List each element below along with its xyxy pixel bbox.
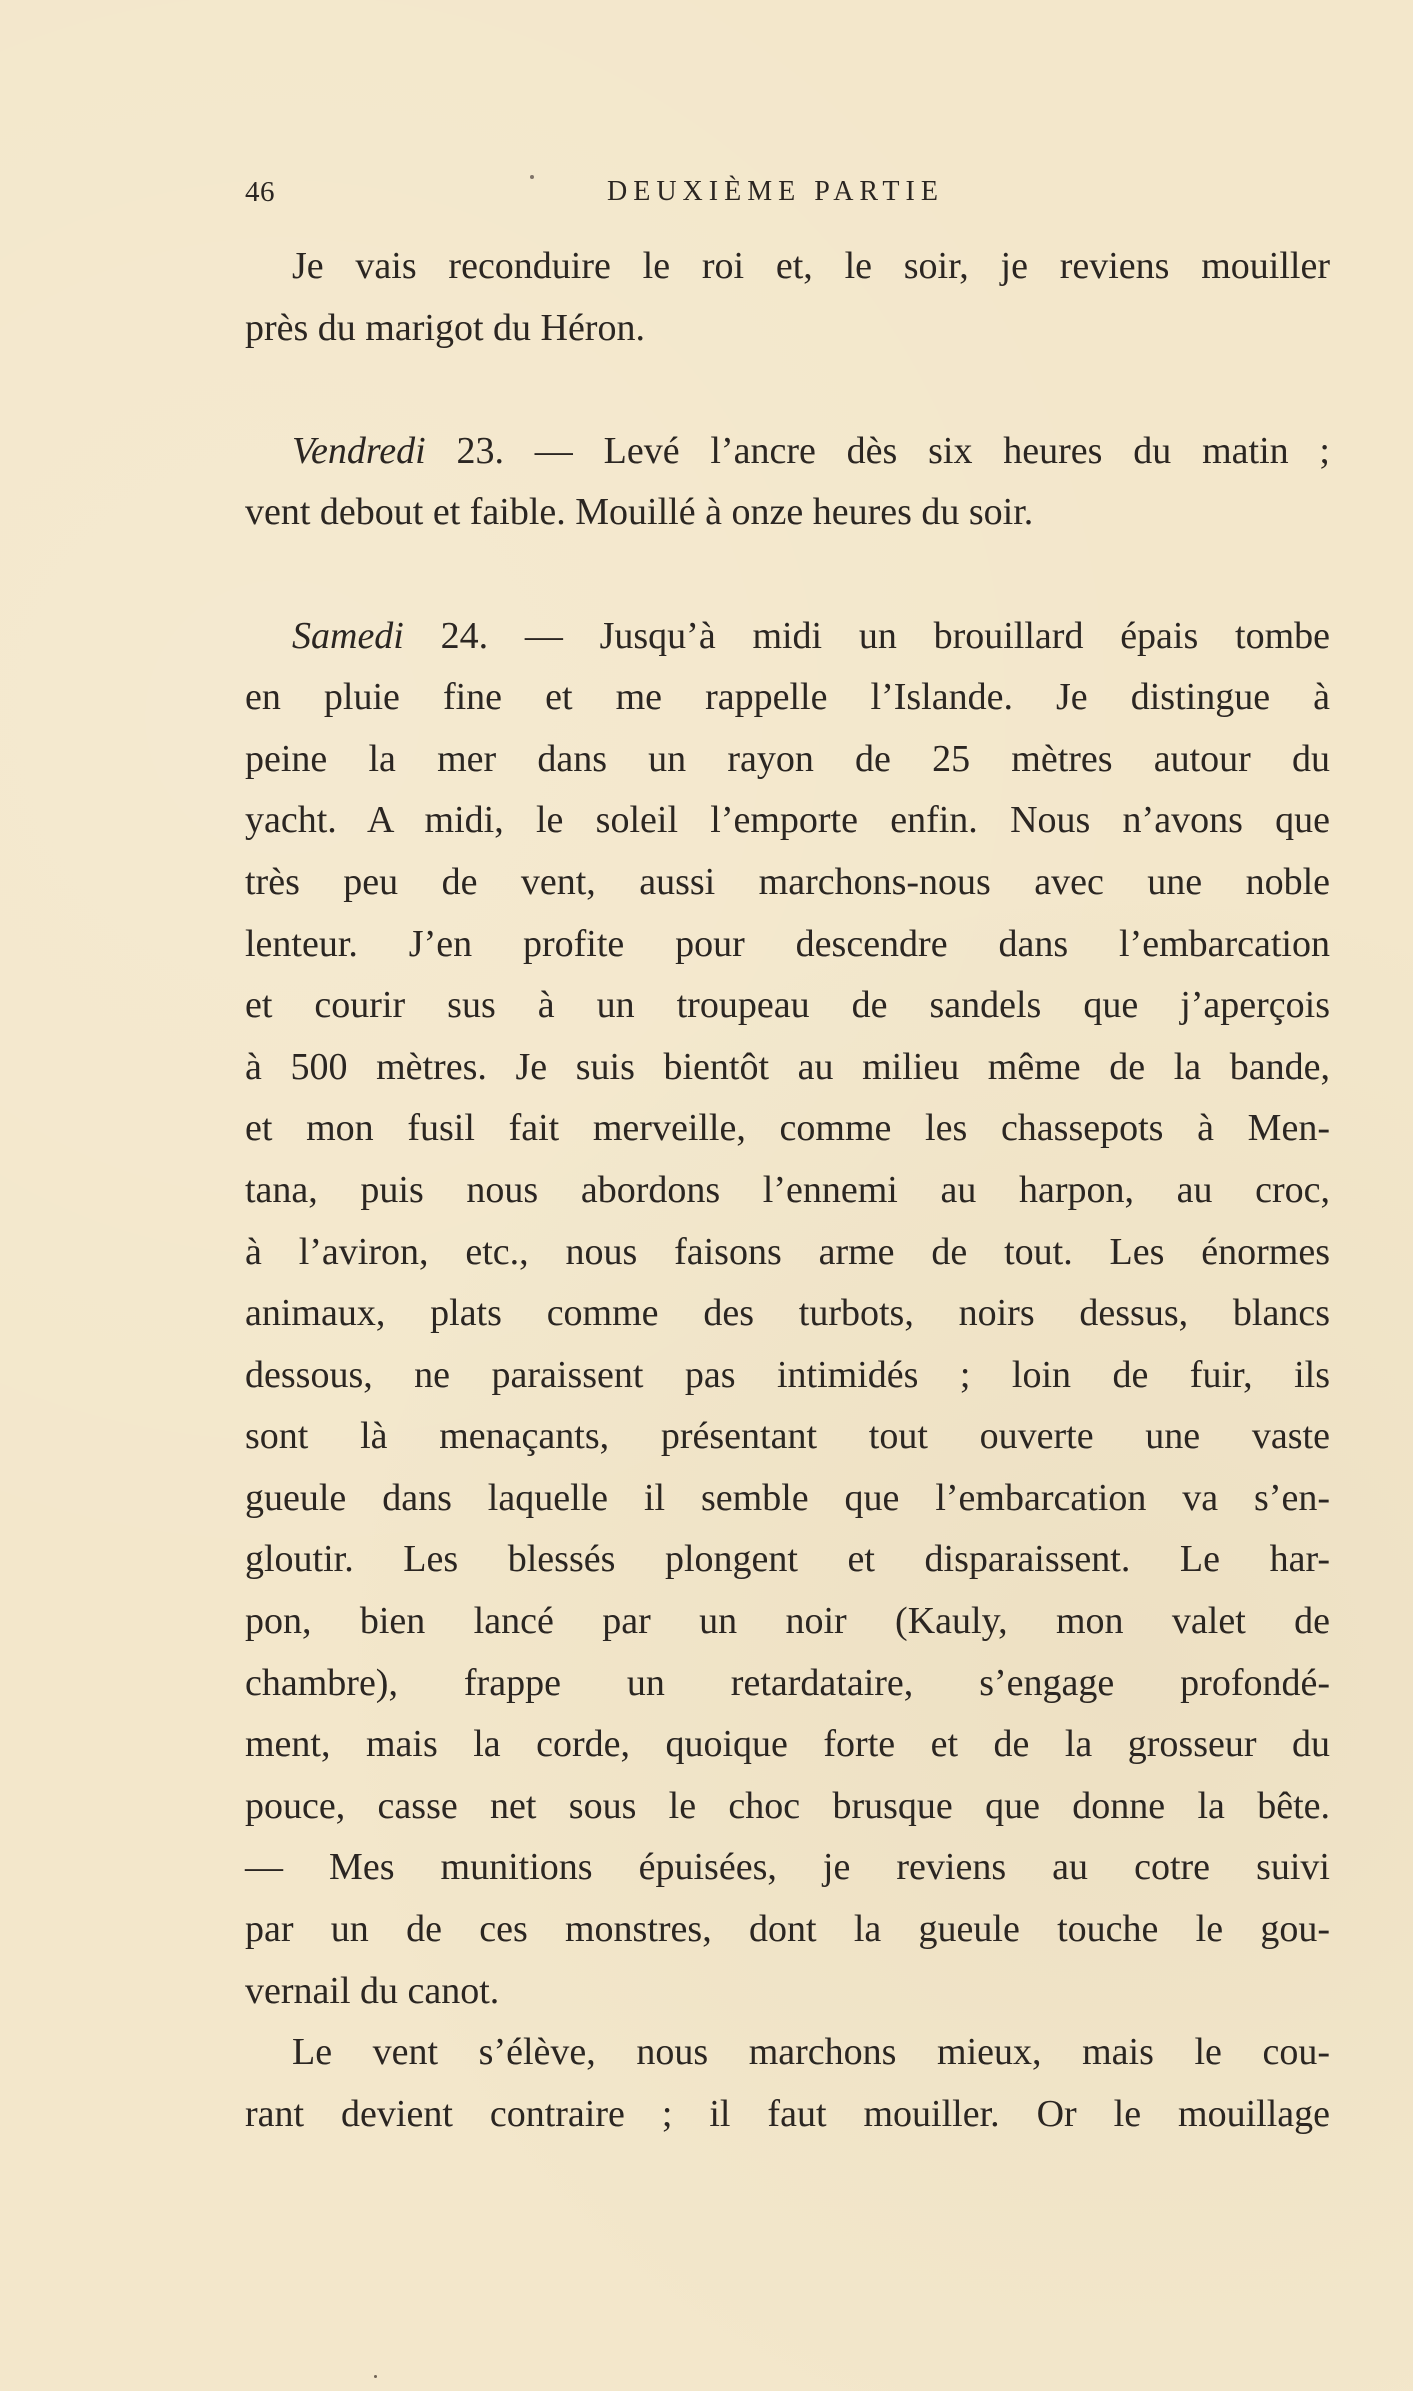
print-speck-mark [374, 2375, 377, 2378]
text-line-14: à 500 mètres. Je suis bientôt au milieu même de la bande, [245, 1045, 1330, 1088]
body-text [245, 236, 1330, 2145]
text-line-21: gueule dans laquelle il semble que l’embarcation va s’en- [245, 1476, 1330, 1519]
page-number: 46 [245, 176, 275, 208]
text-line-18: animaux, plats comme des turbots, noirs dessus, blancs [245, 1292, 1330, 1335]
text-line-12: lenteur. J’en profite pour descendre dans l’embarcation [245, 922, 1330, 965]
entry-day-samedi: Samedi [292, 614, 404, 657]
entry-day-vendredi: Vendredi [292, 429, 426, 472]
text-line-24: chambre), frappe un retardataire, s’engage profondé- [245, 1661, 1330, 1704]
running-head: DEUXIÈME PARTIE [607, 176, 944, 207]
text-line-17: à l’aviron, etc., nous faisons arme de tout. Les énormes [245, 1230, 1330, 1273]
text-line-29: vernail du canot. [245, 1969, 500, 2012]
text-line-15: et mon fusil fait merveille, comme les chassepots à Men- [245, 1107, 1330, 1150]
text-line-22: gloutir. Les blessés plongent et disparaissent. Le har- [245, 1538, 1330, 1581]
text-line-9: peine la mer dans un rayon de 25 mètres autour du [245, 737, 1330, 780]
paragraph-spacer [245, 544, 1330, 606]
text-line-1: Je vais reconduire le roi et, le soir, je reviens mouiller [292, 245, 1330, 287]
text-line-7 [245, 606, 1330, 668]
text-line-27: — Mes munitions épuisées, je reviens au cotre suivi [245, 1846, 1330, 1889]
entry-vendredi-rest: 23. — Levé l’ancre dès six heures du matin ; [425, 429, 1330, 472]
text-line-20: sont là menaçants, présentant tout ouverte une vaste [245, 1415, 1330, 1458]
text-line-28: par un de ces monstres, dont la gueule touche le gou- [245, 1908, 1330, 1951]
text-line-2: près du marigot du Héron. [245, 306, 645, 349]
text-line-30: Le vent s’élève, nous marchons mieux, mais le cou- [292, 2031, 1330, 2074]
text-line-16: tana, puis nous abordons l’ennemi au harpon, au croc, [245, 1168, 1330, 1211]
text-line-13: et courir sus à un troupeau de sandels que j’aperçois [245, 984, 1330, 1027]
text-line-31: rant devient contraire ; il faut mouiller. Or le mouillage [245, 2092, 1330, 2135]
text-line-11: très peu de vent, aussi marchons-nous avec une noble [245, 860, 1330, 903]
text-line-8: en pluie fine et me rappelle l’Islande. Je distingue à [245, 676, 1330, 719]
text-line-26: pouce, casse net sous le choc brusque que donne la bête. [245, 1784, 1330, 1827]
print-dot-mark [530, 175, 534, 179]
page-header [245, 172, 1330, 212]
text-line-25: ment, mais la corde, quoique forte et de la grosseur du [245, 1723, 1330, 1766]
text-line-19: dessous, ne paraissent pas intimidés ; loin de fuir, ils [245, 1353, 1330, 1396]
entry-samedi-rest: 24. — Jusqu’à midi un brouillard épais tombe [403, 614, 1330, 657]
text-line-10: yacht. A midi, le soleil l’emporte enfin. Nous n’avons que [245, 799, 1330, 842]
text-line-23: pon, bien lancé par un noir (Kauly, mon valet de [245, 1600, 1330, 1643]
text-line-5: vent debout et faible. Mouillé à onze heures du soir. [245, 491, 1034, 534]
paragraph-spacer [245, 359, 1330, 421]
text-line-4 [245, 421, 1330, 483]
